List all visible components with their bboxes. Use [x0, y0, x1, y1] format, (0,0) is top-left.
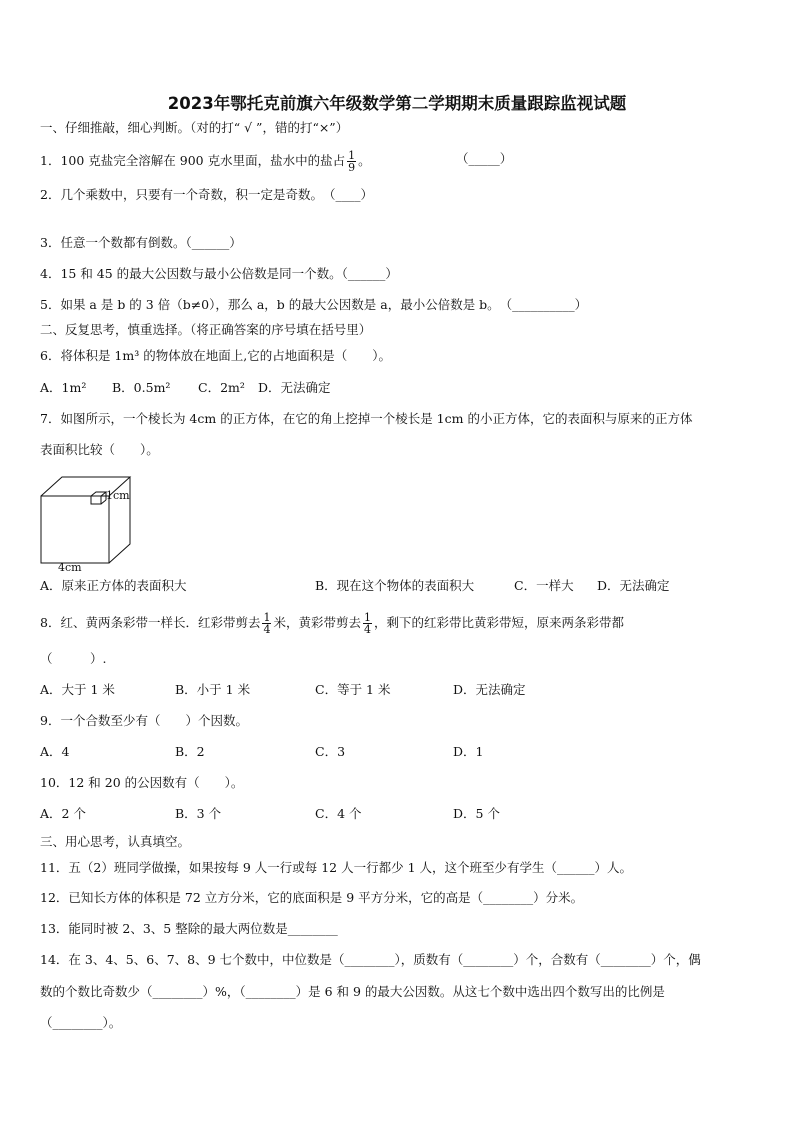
q6-option-c[interactable]: C．2m²	[198, 380, 245, 395]
q1-answer-blank[interactable]: （_____）	[456, 151, 513, 166]
q9-option-a[interactable]: A．4	[40, 744, 70, 759]
q1-denominator: 9	[348, 161, 356, 174]
q1-post: 。	[358, 153, 371, 168]
question-7-line1: 7．如图所示，一个棱长为 4cm 的正方体，在它的角上挖掉一个棱长是 1cm 的小正方体，它的表面积与原来的正方体	[40, 411, 693, 426]
q9-option-d[interactable]: D．1	[453, 744, 484, 759]
q8-option-b[interactable]: B．小于 1 米	[175, 682, 251, 697]
question-14-line3: （________）。	[40, 1015, 122, 1030]
question-8-line2: （ ）.	[40, 651, 107, 666]
q8-text-2: 米，黄彩带剪去	[273, 615, 361, 630]
question-14-line2: 数的个数比奇数少（________）%，（________）是 6 和 9 的最大公因数。从这七个数中选出四个数写出的比例是	[40, 984, 665, 999]
section1-heading: 一、仔细推敲，细心判断。（对的打“ √ ”，错的打“×”）	[40, 120, 349, 135]
question-14-line1: 14．在 3、4、5、6、7、8、9 七个数中，中位数是（________），质数有（________）个，合数有（________）个，偶	[40, 952, 701, 967]
page-title: 2023年鄂托克前旗六年级数学第二学期期末质量跟踪监视试题	[167, 94, 627, 113]
q9-option-b[interactable]: B．2	[175, 744, 205, 759]
q1-fraction	[347, 150, 356, 173]
q7-option-a[interactable]: A．原来正方体的表面积大	[40, 578, 187, 593]
q10-option-b[interactable]: B．3 个	[175, 806, 222, 821]
q8-yellow-numerator: 1	[363, 611, 371, 624]
q8-option-d[interactable]: D．无法确定	[453, 682, 526, 697]
q1-numerator: 1	[348, 149, 356, 162]
question-5: 5．如果 a 是 b 的 3 倍（b≠0），那么 a，b 的最大公因数是 a，最小公倍数是 b。 （__________）	[40, 297, 588, 312]
q8-fraction-red	[262, 612, 271, 635]
question-10: 10．12 和 20 的公因数有（ ）。	[40, 775, 244, 790]
q10-option-c[interactable]: C．4 个	[315, 806, 362, 821]
question-2: 2．几个乘数中，只要有一个奇数，积一定是奇数。 （____）	[40, 187, 373, 202]
q10-option-d[interactable]: D．5 个	[453, 806, 500, 821]
q8-text-1: 8．红、黄两条彩带一样长．红彩带剪去	[40, 615, 261, 630]
q1-text: 1．100 克盐完全溶解在 900 克水里面，盐水中的盐占	[40, 153, 346, 168]
question-8-line1	[40, 612, 624, 635]
q8-red-numerator: 1	[263, 611, 271, 624]
q8-yellow-denominator: 4	[363, 623, 371, 636]
question-3: 3．任意一个数都有倒数。（______）	[40, 235, 242, 250]
section2-heading: 二、反复思考，慎重选择。（将正确答案的序号填在括号里）	[40, 322, 372, 337]
question-13: 13．能同时被 2、3、5 整除的最大两位数是________	[40, 921, 338, 936]
q8-option-c[interactable]: C．等于 1 米	[315, 682, 391, 697]
question-1	[40, 150, 371, 173]
question-4: 4．15 和 45 的最大公因数与最小公倍数是同一个数。（______）	[40, 266, 398, 281]
question-7-line2: 表面积比较（ ）。	[40, 442, 159, 457]
cube-figure	[36, 472, 136, 572]
q6-option-d[interactable]: D．无法确定	[258, 380, 331, 395]
section3-heading: 三、用心思考，认真填空。	[40, 834, 191, 849]
q6-option-a[interactable]: A．1m²	[40, 380, 87, 395]
q7-option-c[interactable]: C．一样大	[514, 578, 574, 593]
q8-red-denominator: 4	[263, 623, 271, 636]
cube-edge-label: 4cm	[58, 561, 82, 572]
q10-option-a[interactable]: A．2 个	[40, 806, 86, 821]
cube-small-label: 1cm	[106, 489, 130, 502]
q7-option-d[interactable]: D．无法确定	[597, 578, 670, 593]
q9-option-c[interactable]: C．3	[315, 744, 346, 759]
question-6: 6．将体积是 1m³ 的物体放在地面上,它的占地面积是（ ）。	[40, 348, 391, 363]
question-9: 9．一个合数至少有（ ）个因数。	[40, 713, 248, 728]
q7-option-b[interactable]: B．现在这个物体的表面积大	[315, 578, 475, 593]
q8-option-a[interactable]: A．大于 1 米	[40, 682, 115, 697]
question-11: 11．五（2）班同学做操，如果按每 9 人一行或每 12 人一行都少 1 人，这个班至少有学生（______）人。	[40, 860, 633, 875]
q8-fraction-yellow	[363, 612, 372, 635]
q6-option-b[interactable]: B．0.5m²	[112, 380, 171, 395]
question-12: 12．已知长方体的体积是 72 立方分米，它的底面积是 9 平方分米，它的高是（________）分米。	[40, 890, 584, 905]
q8-text-3: ，剩下的红彩带比黄彩带短，原来两条彩带都	[373, 615, 624, 630]
